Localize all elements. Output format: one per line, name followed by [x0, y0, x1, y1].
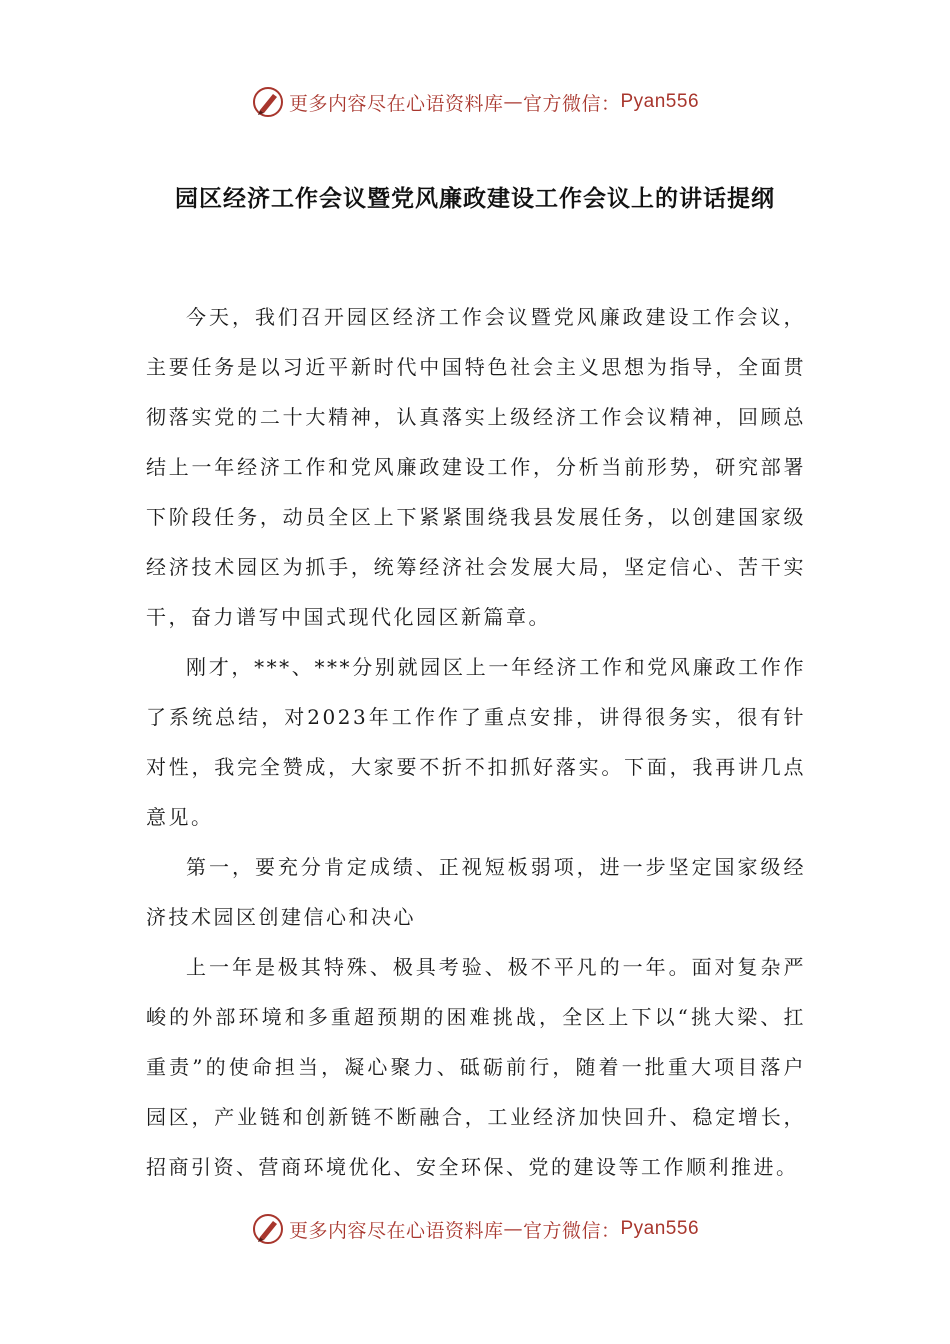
paragraph-section-heading: 第一，要充分肯定成绩、正视短板弱项，进一步坚定国家级经济技术园区创建信心和决心 [146, 855, 806, 929]
banner-handle: Pyan556 [620, 91, 700, 112]
banner-wechat-label: 官方微信： [522, 1219, 621, 1242]
paragraph-summary: 刚才，***、***分别就园区上一年经济工作和党风廉政工作作了系统总结，对2023年工作作了重点安排，讲得很务实，很有针对性，我完全赞成，大家要不折不扣抓好落实。下面，我再讲几点意见。 [146, 655, 806, 829]
document-body [146, 292, 806, 1192]
banner-brand: 更多内容尽在心语资料库 [288, 92, 504, 115]
paragraph-achievements: 上一年是极其特殊、极具考验、极不平凡的一年。面对复杂严峻的外部环境和多重超预期的困难挑战，全区上下以“挑大梁、扛重责”的使命担当，凝心聚力、砥砺前行，随着一批重大项目落户园区，产业链和创新链不断融合，工业经济加快回升、稳定增长，招商引资、营商环境优化、安全环保、党的建设等工作顺利推进。 [146, 955, 806, 1179]
banner-wechat-label: 官方微信： [522, 92, 621, 115]
banner-separator: — [503, 91, 523, 113]
document-title: 园区经济工作会议暨党风廉政建设工作会议上的讲话提纲 [175, 186, 775, 212]
banner-handle: Pyan556 [620, 1218, 700, 1239]
banner-separator: — [503, 1218, 523, 1240]
banner-brand: 更多内容尽在心语资料库 [288, 1219, 504, 1242]
watermark-banner-bottom [0, 1211, 950, 1247]
pen-logo-icon [251, 1212, 285, 1246]
pen-logo-icon [251, 85, 285, 119]
watermark-banner-top [0, 84, 950, 120]
paragraph-intro: 今天，我们召开园区经济工作会议暨党风廉政建设工作会议，主要任务是以习近平新时代中国特色社会主义思想为指导，全面贯彻落实党的二十大精神，认真落实上级经济工作会议精神，回顾总结上一年经济工作和党风廉政建设工作，分析当前形势，研究部署下阶段任务，动员全区上下紧紧围绕我县发展任务，以创建国家级经济技术园区为抓手，统筹经济社会发展大局，坚定信心、苦干实干，奋力谱写中国式现代化园区新篇章。 [146, 305, 806, 629]
